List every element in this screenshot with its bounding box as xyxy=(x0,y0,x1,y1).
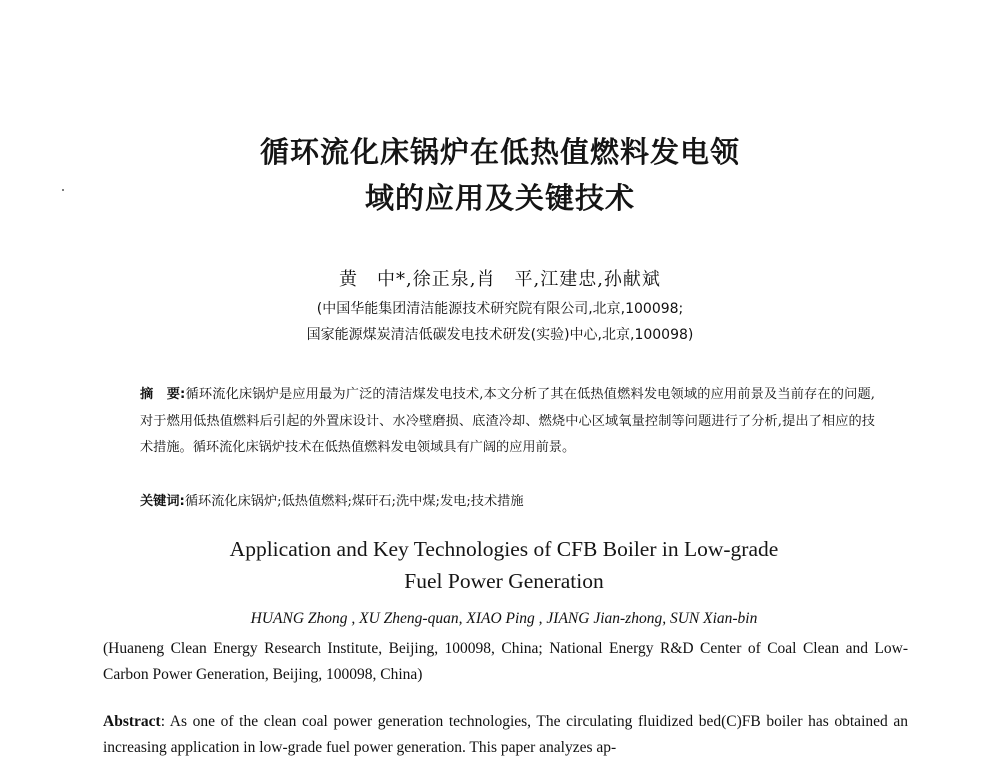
affiliation-en: (Huaneng Clean Energy Research Institute, Beijing, 100098, China; National Energy R&D Center of Coal Clean and Low-Carbon Power Generation, Beijing, 100098, China) xyxy=(103,640,908,683)
affiliation-cn-line-1: (中国华能集团清洁能源技术研究院有限公司,北京,100098; xyxy=(316,301,684,317)
affiliation-cn-line-2: 国家能源煤炭清洁低碳发电技术研发(实验)中心,北京,100098) xyxy=(306,327,694,343)
authors-en: HUANG Zhong , XU Zheng-quan, XIAO Ping , JIANG Jian-zhong, SUN Xian-bin xyxy=(250,610,758,627)
abstract-cn xyxy=(140,382,875,462)
abstract-en-text: : As one of the clean coal power generation technologies, The circulating fluidized bed(C)FB boiler has obtained an increasing application in low-grade fuel power generation. This paper analyzes ap- xyxy=(103,713,908,756)
keywords-cn-text: 循环流化床锅炉;低热值燃料;煤矸石;洗中煤;发电;技术措施 xyxy=(184,494,524,509)
title-en-line-1: Application and Key Technologies of CFB Boiler in Low-grade xyxy=(229,537,779,561)
abstract-cn-label: 摘 要: xyxy=(140,387,186,402)
title-cn-line-1: 循环流化床锅炉在低热值燃料发电领 xyxy=(259,135,740,169)
title-en-line-2: Fuel Power Generation xyxy=(404,569,604,593)
abstract-en xyxy=(103,709,908,761)
authors-cn: 黄 中*,徐正泉,肖 平,江建忠,孙献斌 xyxy=(339,269,661,290)
title-cn-line-2: 域的应用及关键技术 xyxy=(364,181,635,215)
abstract-cn-text: 循环流化床锅炉是应用最为广泛的清洁煤发电技术,本文分析了其在低热值燃料发电领域的应用前景及当前存在的问题,对于燃用低热值燃料后引起的外置床设计、水冷壁磨损、底渣冷却、燃烧中心区域氧量控制等问题进行了分析,提出了相应的技术措施。循环流化床锅炉技术在低热值燃料发电领域具有广阔的应用前景。 xyxy=(140,387,875,455)
keywords-cn xyxy=(140,490,875,509)
keywords-cn-label: 关键词: xyxy=(140,494,185,509)
abstract-en-label: Abstract xyxy=(103,713,161,730)
